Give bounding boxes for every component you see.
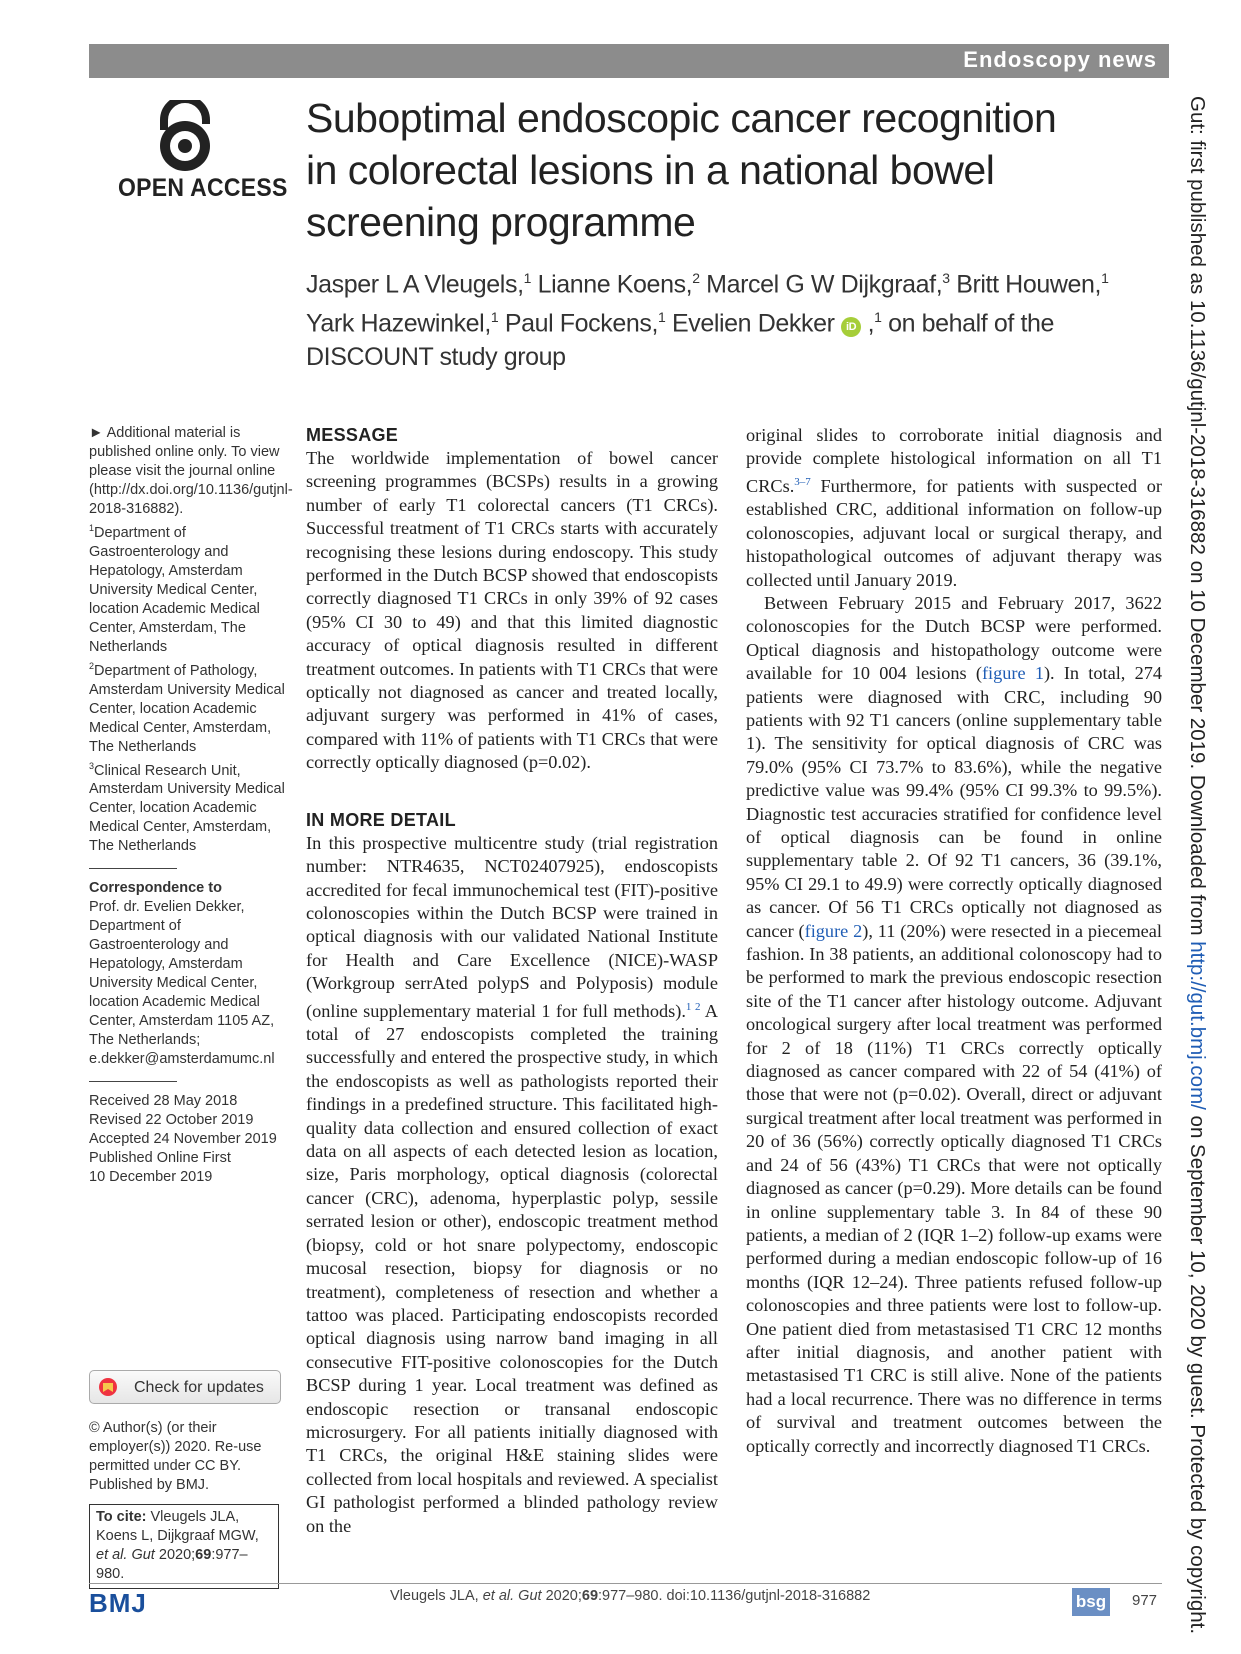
date-revised: Revised 22 October 2019 <box>89 1112 254 1129</box>
open-access-lock-icon <box>150 100 220 172</box>
journal-url-link[interactable]: http://gut.bmj.com/ <box>1186 941 1209 1110</box>
author[interactable]: Lianne Koens, <box>537 270 693 299</box>
message-paragraph: The worldwide implementation of bowel cancer screening programmes (BCSPs) results in a growing number of early T1 colorectal cancers (T1 CRCs). Successful treatment of T1 CRCs starts with accurately recognising these lesions during endoscopy. This study performed in the Dutch BCSP showed that endoscopists correctly diagnosed T1 CRCs in only 39% of 92 cases (95% CI 30 to 49) and that this limited diagnostic accuracy of optical diagnosis resulted in different treatment outcomes. In patients with T1 CRCs that were optically not diagnosed as cancer and treated locally, adjuvant surgery was performed in 41% of cases, compared with 11% of patients with T1 CRCs that were correctly optically diagnosed (p=0.02). <box>306 448 718 773</box>
article-title: Suboptimal endoscopic cancer recognition in colorectal lesions in a national bowel screening programme <box>306 95 1057 245</box>
figure-1-link[interactable]: figure 1 <box>981 663 1044 684</box>
section-heading-detail: IN MORE DETAIL <box>306 809 456 830</box>
orcid-icon[interactable]: iD <box>841 317 861 337</box>
section-heading-message: MESSAGE <box>306 425 399 445</box>
bmj-logo: BMJ <box>89 1588 147 1618</box>
footer-citation: Vleugels JLA, et al. Gut 2020;69:977–980. doi:10.1136/gutjnl-2018-316882 <box>390 1588 871 1604</box>
body-column-left <box>306 424 718 1538</box>
footer-divider <box>89 1583 1162 1584</box>
date-received: Received 28 May 2018 <box>89 1093 238 1110</box>
author[interactable]: Evelien Dekker <box>671 309 835 338</box>
page-number: 977 <box>1132 1592 1158 1609</box>
author-list: Jasper L A Vleugels,$^1$ Lianne Koens,$^2$ Marcel G W Dijkgraaf,$^3$ Britt Houwen,$^1$ Yark Hazewinkel,$^1$ Paul Fockens,$^1$ Evelien Dekker iD ,$^1$ on behalf of the DISCOUNT study group <box>306 270 1109 371</box>
author-group: on behalf of the DISCOUNT study group <box>306 309 1055 371</box>
reference-link[interactable]: 3–7 <box>794 475 811 488</box>
date-accepted: Accepted 24 November 2019 <box>89 1131 277 1148</box>
download-notice-vertical: Gut: first published as 10.1136/gutjnl-2018-316882 on 10 December 2019. Downloaded from http://gut.bmj.com/ on September 10, 2020 by guest. Protected by copyright. <box>1186 96 1209 1635</box>
additional-material-note[interactable]: ► Additional material is published online only. To view please visit the journal online (http://dx.doi.org/10.1136/gutjnl-2018-316882). <box>89 425 293 517</box>
section-label: Endoscopy news <box>963 47 1157 72</box>
section-banner <box>89 44 1169 78</box>
date-published: 10 December 2019 <box>89 1169 213 1186</box>
author[interactable]: Yark Hazewinkel, <box>306 309 491 338</box>
author[interactable]: Marcel G W Dijkgraaf, <box>706 270 943 299</box>
crossmark-icon <box>98 1377 118 1397</box>
open-access-label: OPEN ACCESS <box>118 174 288 202</box>
bsg-logo: bsg <box>1072 1588 1110 1616</box>
affiliation: $^3$Clinical Research Unit, Amsterdam University Medical Center, location Academic Medical Center, Amsterdam, The Netherlands <box>89 760 285 855</box>
affiliation: $^1$Department of Gastroenterology and Hepatology, Amsterdam University Medical Center, location Academic Medical Center, Amsterdam, The Netherlands <box>89 523 260 655</box>
check-for-updates-label: Check for updates <box>134 1379 264 1396</box>
correspondence-address: Prof. dr. Evelien Dekker, Department of Gastroenterology and Hepatology, Amsterdam University Medical Center, location Academic Medical Center, Amsterdam 1105 AZ, The Netherlands; e.dekker@amsterdamumc.nl <box>89 899 275 1068</box>
figure-2-link[interactable]: figure 2 <box>804 920 863 941</box>
sidebar <box>89 424 293 1187</box>
reference-link[interactable]: 1 2 <box>685 1000 701 1013</box>
divider <box>89 1081 177 1082</box>
check-for-updates-button[interactable] <box>89 1370 281 1404</box>
divider <box>89 868 177 869</box>
correspondence-heading: Correspondence to <box>89 880 222 897</box>
copyright-notice: © Author(s) (or their employer(s)) 2020. Re-use permitted under CC BY. Published by BMJ. <box>89 1420 262 1493</box>
citation-box: To cite: Vleugels JLA, Koens L, Dijkgraaf MGW, et al. Gut 2020;69:977–980. <box>89 1504 279 1589</box>
detail-paragraph: In this prospective multicentre study (trial registration number: NTR4635, NCT02407925), endoscopists accredited for fecal immunochemical test (FIT)-positive colonoscopies within the Dutch BCSP were trained in optical diagnosis with our validated National Institute for Health and Care Excellence (NICE)-WASP (Workgroup serrAted polypS and Polyposis) module (online supplementary material 1 for full methods).$^{1 2}$ A total of 27 endoscopists completed the training successfully and entered the prospective study, in which the endoscopists as well as pathologists reported their findings in a predefined structure. This facilitated high-quality data collection and ensured collection of exact data on all aspects of each detected lesion as location, size, Paris morphology, optical diagnosis (colorectal cancer (CRC), adenoma, hyperplastic polyp, sessile serrated lesion or other), endoscopic treatment method (biopsy, cold or hot snare polypectomy, endoscopic mucosal resection, biopsy for diagnosis or no treatment), completeness of resection and whether a tattoo was placed. Participating endoscopists recorded optical diagnosis using narrow band imaging in all consecutive FIT-positive colonoscopies for the Dutch BCSP during 1 year. Local treatment was defined as endoscopic resection or transanal endoscopic microsurgery. For all patients initially diagnosed with T1 CRCs, the original H&E staining slides were collected from local hospitals and reviewed. A specialist GI pathologist performed a blinded pathology review on the <box>306 832 719 1536</box>
detail-paragraph-cont: original slides to corroborate initial diagnosis and provide complete histological information on all T1 CRCs.$^{3-7}$ Furthermore, for patients with suspected or established CRC, additional information on follow-up colonoscopies, adjuvant local or surgical therapy, and histopathological outcomes of adjuvant therapy was collected until January 2019. <box>746 425 1162 590</box>
author[interactable]: Jasper L A Vleugels, <box>306 270 524 299</box>
author[interactable]: Britt Houwen, <box>956 270 1102 299</box>
affiliation: $^2$Department of Pathology, Amsterdam University Medical Center, location Academic Medical Center, Amsterdam, The Netherlands <box>89 660 285 755</box>
date-published-label: Published Online First <box>89 1150 231 1167</box>
results-paragraph: Between February 2015 and February 2017, 3622 colonoscopies for the Dutch BCSP were performed. Optical diagnosis and histopathology outcome were available for 10 004 lesions (figure 1). In total, 274 patients were diagnosed with CRC, including 90 patients with 92 T1 cancers (online supplementary table 1). The sensitivity for optical diagnosis of CRC was 79.0% (95% CI 73.7% to 83.6%), while the negative predictive value was 99.4% (95% CI 99.3% to 99.5%). Diagnostic test accuracies stratified for confidence level of optical diagnosis can be found in online supplementary table 2. Of 92 T1 cancers, 36 (39.1%, 95% CI 29.1 to 49.9) were correctly optically diagnosed as cancer. Of 56 T1 CRCs optically not diagnosed as cancer (figure 2), 11 (20%) were resected in a piecemeal fashion. In 38 patients, an additional colonoscopy had to be performed to mark the previous endoscopic resection site of the T1 cancer after histology outcome. Adjuvant oncological surgery after local treatment was performed for 2 of 18 (11%) T1 CRCs correctly optically diagnosed as cancer compared with 22 of 54 (41%) of those that were not (p=0.02). Overall, direct or adjuvant surgical treatment after local treatment was performed in 20 of 36 (56%) correctly optically diagnosed T1 CRCs and 24 of 56 (43%) T1 CRCs that were not optically diagnosed as cancer (p=0.29). More details can be found in online supplementary table 3. In 84 of these 90 patients, a median of 2 (IQR 1–2) follow-up exams were performed during a median endoscopic follow-up of 16 months (IQR 12–24). Three patients refused follow-up colonoscopies and three patients were lost to follow-up. One patient died from metastasised T1 CRC 12 months after initial diagnosis, and another patient with metastasised T1 CRC is still alive. None of the patients had a local recurrence. There was no difference in terms of survival and treatment outcomes between the optically correctly and incorrectly diagnosed T1 CRCs. <box>746 592 1162 1456</box>
body-column-right <box>746 424 1162 1458</box>
author[interactable]: Paul Fockens, <box>504 309 659 338</box>
